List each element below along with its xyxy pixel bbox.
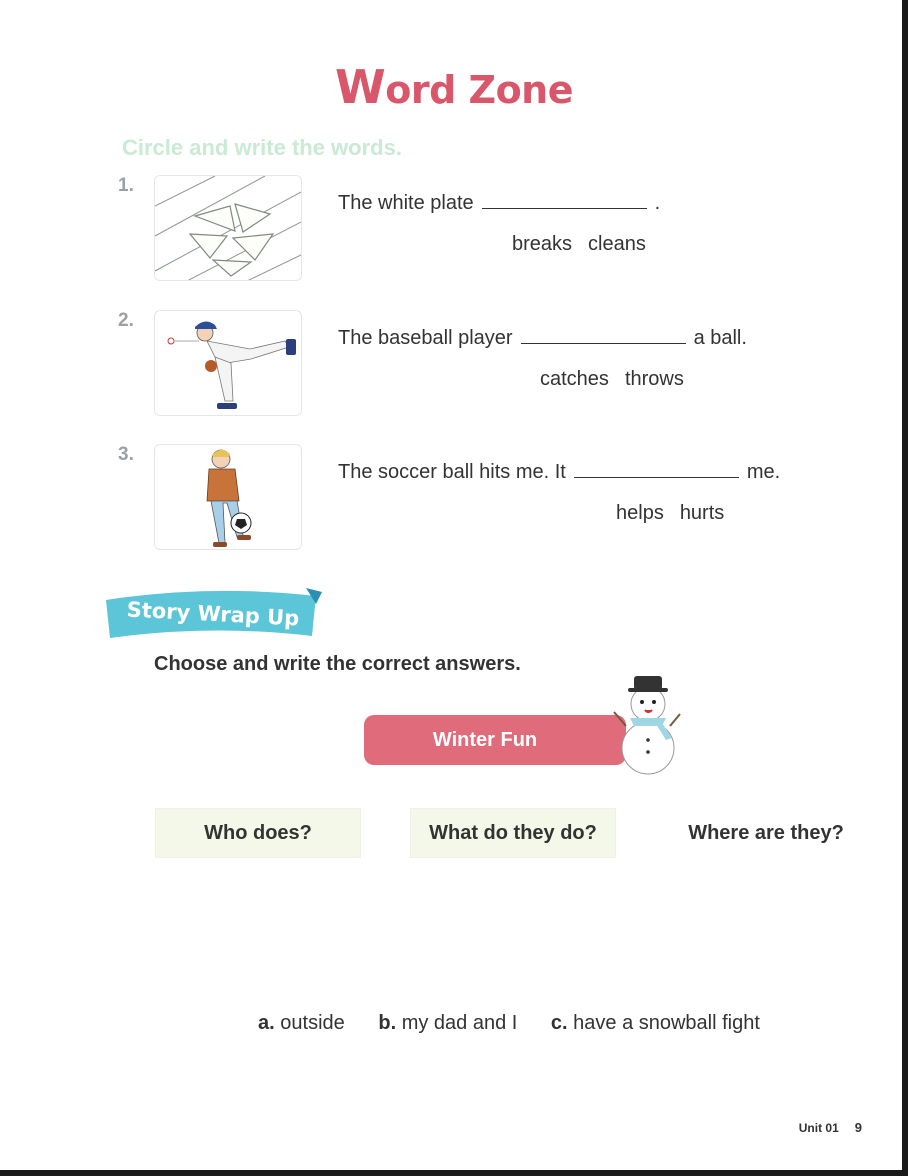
winter-fun-title xyxy=(364,715,626,765)
answer-option-c[interactable] xyxy=(551,1012,760,1034)
answer-option-b[interactable] xyxy=(378,1012,517,1034)
option-text: have a snowball fight xyxy=(573,1012,760,1034)
column-where: Where are they? xyxy=(688,821,844,844)
page-edge-bottom xyxy=(0,1170,908,1176)
answer-options xyxy=(0,1012,908,1035)
column-what: What do they do? xyxy=(410,808,616,858)
sentence-1 xyxy=(338,191,660,215)
title-rest: ord Zone xyxy=(385,68,573,112)
answer-blank[interactable] xyxy=(521,326,686,344)
winter-fun-label: Winter Fun xyxy=(432,728,538,751)
item-number: 2. xyxy=(118,310,134,331)
section-instruction: Circle and write the words. xyxy=(122,135,402,160)
snowman-icon xyxy=(612,668,682,776)
page-edge-right xyxy=(902,0,908,1176)
soccer-boy-illustration xyxy=(154,444,302,550)
story-wrap-up-label: Story Wrap Up xyxy=(126,597,300,631)
item-number: 1. xyxy=(118,175,134,196)
exercise-item-3 xyxy=(118,444,878,554)
unit-label: Unit 01 xyxy=(798,1121,839,1135)
sentence-3 xyxy=(338,460,780,484)
option-text: outside xyxy=(280,1012,345,1034)
answer-blank[interactable] xyxy=(574,460,739,478)
column-who: Who does? xyxy=(155,808,361,858)
option-text: my dad and I xyxy=(401,1012,518,1034)
choice-word[interactable]: throws xyxy=(624,368,684,390)
baseball-player-illustration xyxy=(154,310,302,416)
answer-option-a[interactable] xyxy=(258,1012,345,1034)
choose-instruction: Choose and write the correct answers. xyxy=(154,653,521,675)
choice-word[interactable]: hurts xyxy=(679,502,725,524)
sentence-start: The white plate xyxy=(338,192,474,214)
choice-word[interactable]: helps xyxy=(616,502,664,524)
sentence-start: The baseball player xyxy=(338,327,513,349)
page-number: 9 xyxy=(854,1120,862,1135)
broken-plate-illustration xyxy=(154,175,302,281)
sentence-end: me. xyxy=(746,461,781,483)
option-letter: b. xyxy=(378,1012,397,1034)
page-footer xyxy=(799,1120,862,1135)
option-letter: c. xyxy=(550,1012,568,1034)
choice-word[interactable]: catches xyxy=(540,368,609,390)
choice-word[interactable]: cleans xyxy=(588,233,646,255)
answer-blank[interactable] xyxy=(482,191,647,209)
page-title xyxy=(0,60,908,114)
sentence-end: . xyxy=(654,192,661,214)
choice-word[interactable]: breaks xyxy=(512,233,573,255)
sentence-2 xyxy=(338,326,747,350)
word-choices-3 xyxy=(616,502,740,525)
option-letter: a. xyxy=(258,1012,275,1034)
item-number: 3. xyxy=(118,444,134,465)
sentence-end: a ball. xyxy=(693,327,747,349)
exercise-item-2 xyxy=(118,310,878,420)
word-choices-1 xyxy=(512,233,662,256)
title-initial: W xyxy=(334,60,386,114)
word-choices-2 xyxy=(540,368,700,391)
exercise-item-1 xyxy=(118,175,878,285)
sentence-start: The soccer ball hits me. It xyxy=(338,461,566,483)
story-wrap-up-banner xyxy=(100,586,326,642)
